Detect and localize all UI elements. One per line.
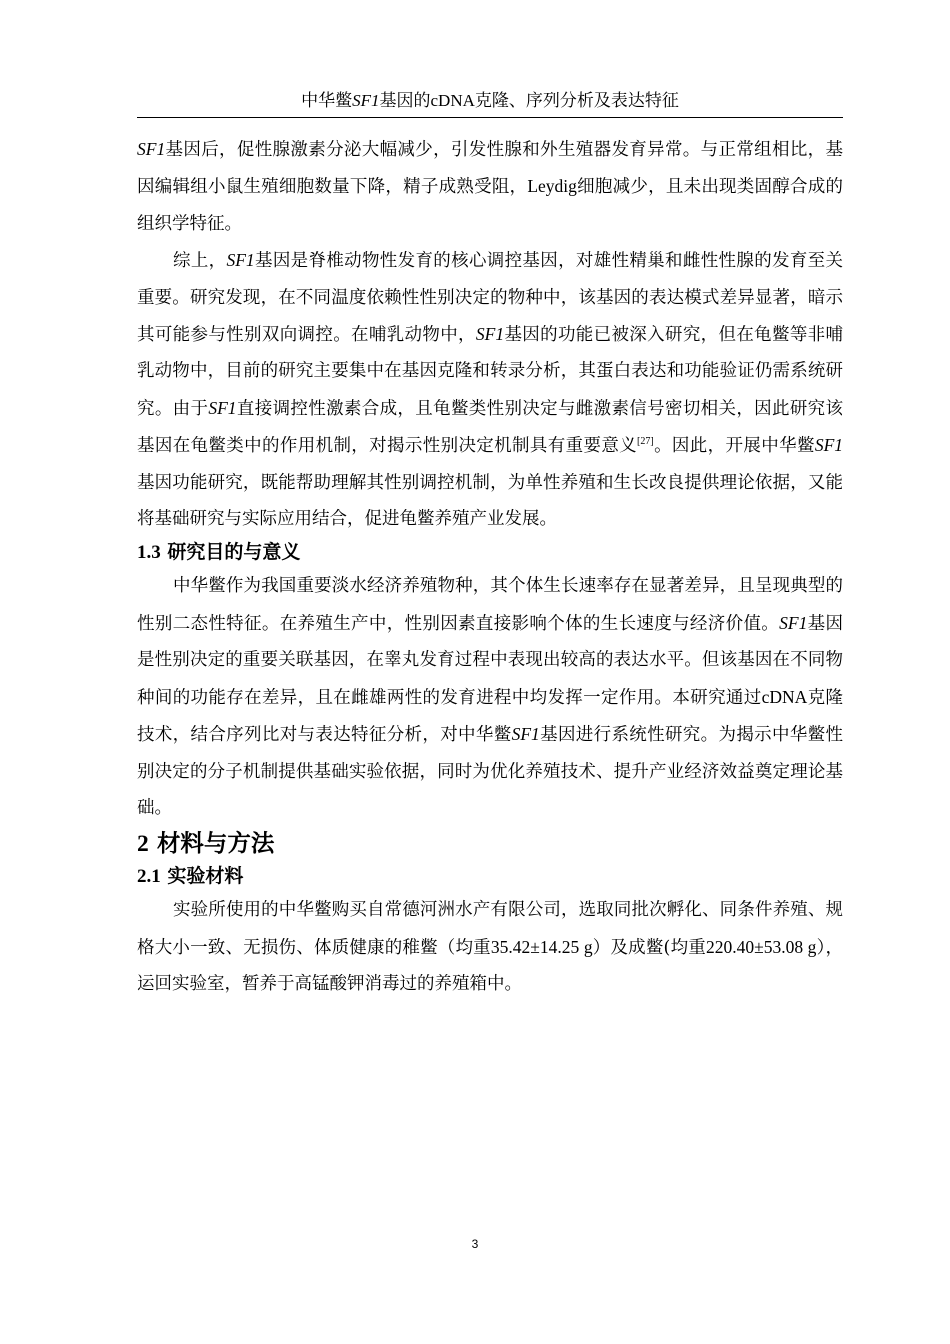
header-text: 克隆、序列分析及表达特征 — [474, 91, 679, 111]
juvenile-weight: 35.42±14.25 g — [490, 936, 593, 957]
gene-name: SF1 — [814, 435, 844, 456]
gene-name: SF1 — [137, 139, 166, 159]
section-heading-2-1 — [137, 861, 843, 892]
paragraph-continuation: SF1基因后，促性腺激素分泌大幅减少，引发性腺和外生殖器发育异常。与正常组相比，基因编辑组小鼠生殖细胞数量下降，精子成熟受阻，Leydig细胞减少，且未出现类固醇合成的组织学特征。 — [137, 139, 844, 234]
section-number: 2 — [137, 831, 149, 858]
paragraph-purpose: 中华鳖作为我国重要淡水经济养殖物种，其个体生长速率存在显著差异，且呈现典型的性别二态性特征。在养殖生产中，性别因素直接影响个体的生长速度与经济价值。SF1基因是性别决定的重要关联基因，在睾丸发育过程中表现出较高的表达水平。但该基因在不同物种间的功能存在差异，且在雌雄两性的发育进程中均发挥一定作用。本研究通过cDNA克隆技术，结合序列比对与表达特征分析，对中华鳖SF1基因进行系统性研究。为揭示中华鳖性别决定的分子机制提供基础实验依据，同时为优化养殖技术、提升产业经济效益奠定理论基础。 — [137, 576, 844, 818]
header-cdna: cDNA — [430, 91, 475, 110]
section-title: 研究目的与意义 — [167, 541, 301, 564]
section-title: 实验材料 — [167, 865, 244, 888]
paragraph-materials: 实验所使用的中华鳖购买自常德河洲水产有限公司，选取同批次孵化、同条件养殖、规格大小一致、无损伤、体质健康的稚鳖（均重35.42±14.25 g）及成鳖(均重220.40±53.08 g），运回实验室，暂养于高锰酸钾消毒过的养殖箱中。 — [137, 900, 844, 995]
page-body — [137, 131, 843, 1003]
paragraph-summary: 综上，SF1基因是脊椎动物性发育的核心调控基因，对雄性精巢和雌性性腺的发育至关重要。研究发现，在不同温度依赖性性别决定的物种中，该基因的表达模式差异显著，暗示其可能参与性别双向调控。在哺乳动物中，SF1基因的功能已被深入研究，但在龟鳖等非哺乳动物中，目前的研究主要集中在基因克隆和转录分析，其蛋白表达和功能验证仍需系统研究。由于SF1直接调控性激素合成，且龟鳖类性别决定与雌激素信号密切相关，因此研究该基因在龟鳖类中的作用机制，对揭示性别决定机制具有重要意义[27]。因此，开展中华鳖SF1基因功能研究，既能帮助理解其性别调控机制，为单性养殖和生长改良提供理论依据，又能将基础研究与实际应用结合，促进龟鳖养殖产业发展。 — [137, 250, 844, 530]
header-text: 基因的 — [379, 91, 431, 111]
adult-weight: 220.40±53.08 g — [705, 936, 817, 957]
header-rule — [137, 117, 843, 118]
section-number: 1.3 — [137, 542, 161, 564]
section-heading-1-3 — [137, 537, 843, 568]
header-text: 中华鳖 — [301, 91, 353, 111]
section-title: 材料与方法 — [156, 829, 275, 858]
section-heading-2 — [137, 826, 843, 861]
section-number: 2.1 — [137, 866, 161, 888]
gene-name: SF1 — [475, 324, 505, 345]
citation-ref: [27] — [637, 436, 654, 448]
gene-name: SF1 — [779, 612, 808, 633]
gene-name: SF1 — [208, 397, 237, 418]
gene-name: SF1 — [226, 250, 255, 271]
page-number: 3 — [471, 1237, 479, 1251]
leydig-term: Leydig — [527, 176, 577, 197]
header-gene-name: SF1 — [352, 91, 380, 110]
running-header — [137, 86, 843, 116]
cdna-term: cDNA — [761, 686, 808, 707]
gene-name: SF1 — [511, 724, 540, 745]
